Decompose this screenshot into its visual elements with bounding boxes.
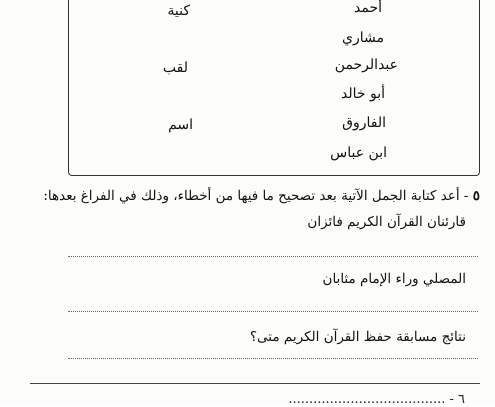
answer-line-2[interactable] [68,311,478,312]
answer-line-3[interactable] [68,358,478,359]
table-name-2: مشاري [342,30,384,46]
table-category-3: لقب [162,60,188,76]
sentence-3: نتائج مسابقة حفظ القرآن الكريم متى؟ [249,329,466,345]
table-name-5: الفاروق [342,115,386,131]
question-5-instruction: - أعد كتابة الجمل الآتية بعد تصحيح ما فيها من أخطاء، وذلك في الفراغ بعدها: [43,188,469,204]
answer-line-1[interactable] [68,256,478,257]
table-category-1: كنية [167,3,190,19]
matching-table [68,0,480,176]
table-name-6: ابن عباس [330,145,387,161]
table-name-3: عبدالرحمن [334,57,398,73]
next-question-fragment: ٦ - ...................................... [288,392,465,407]
table-category-5: اسم [168,117,193,133]
question-5-instruction-line [43,188,480,204]
table-name-1: أحمد [354,0,382,16]
sentence-1: قارئنان القرآن الكريم فائزان [307,214,466,230]
question-5-number: ٥ [472,188,480,204]
sentence-2: المصلي وراء الإمام مثابان [322,271,466,287]
table-name-4: أبو خالد [340,86,385,102]
section-divider [30,383,480,384]
